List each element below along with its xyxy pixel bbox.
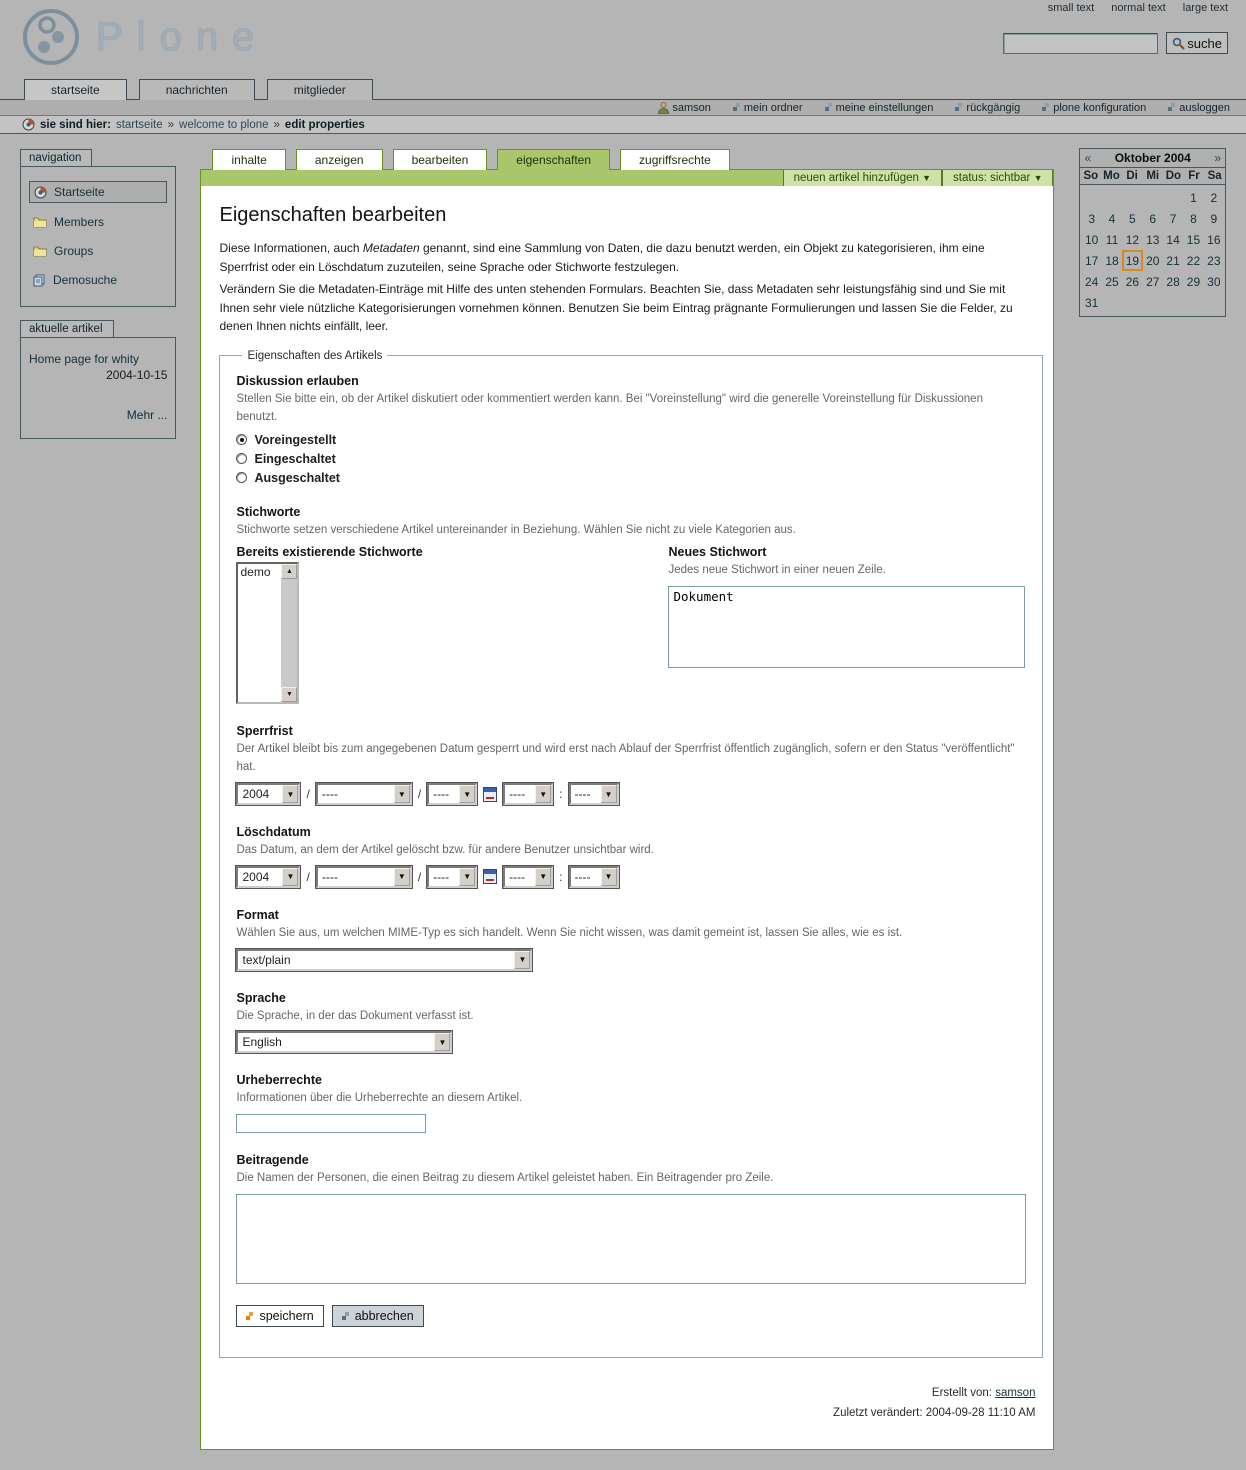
- calendar-day[interactable]: 24: [1084, 274, 1099, 289]
- calendar-day-empty: [1122, 187, 1142, 208]
- effective-year-select[interactable]: [236, 783, 300, 805]
- scroll-down-icon[interactable]: ▼: [281, 687, 297, 702]
- calendar-day[interactable]: 29: [1186, 274, 1201, 289]
- radio-button-icon[interactable]: [236, 472, 247, 483]
- content-tab-zugriffsrechte[interactable]: zugriffsrechte: [620, 149, 730, 170]
- chevron-down-icon[interactable]: ▼: [535, 785, 551, 803]
- add-item-menu[interactable]: [783, 170, 942, 186]
- action-bullet-icon: [1168, 103, 1176, 112]
- site-header: [0, 0, 1246, 78]
- plone-setup-label: plone konfiguration: [1053, 101, 1147, 114]
- calendar-popup-icon[interactable]: [483, 869, 497, 884]
- sidebar-item-startseite[interactable]: [29, 181, 167, 203]
- field-help: Der Artikel bleibt bis zum angegebenen Datum gesperrt und wird erst nach Ablauf der Sperrfrist öffentlich zugänglich, sofern er den Status "veröffentlicht" hat.: [236, 743, 1015, 774]
- effective-month-select[interactable]: [316, 783, 412, 805]
- calendar-day[interactable]: 10: [1084, 232, 1099, 247]
- calendar-popup-icon[interactable]: [483, 787, 497, 802]
- calendar-day[interactable]: 1: [1190, 190, 1197, 205]
- field-label: Sperrfrist: [236, 724, 293, 739]
- action-bullet-icon: [246, 1312, 254, 1321]
- my-folder-link[interactable]: [733, 102, 803, 114]
- effective-hour-select[interactable]: [503, 783, 553, 805]
- created-user-link[interactable]: samson: [995, 1387, 1036, 1400]
- field-discussion: [236, 374, 1026, 485]
- undo-label: rückgängig: [966, 101, 1021, 114]
- calendar-day-empty: [1163, 187, 1183, 208]
- calendar-day-empty: [1143, 292, 1163, 313]
- field-help: Informationen über die Urheberrechte an diesem Artikel.: [236, 1092, 523, 1105]
- calendar-day[interactable]: 18: [1105, 253, 1119, 268]
- calendar-day-empty: [1163, 292, 1183, 313]
- content-tabs: [200, 149, 1054, 170]
- logout-label: ausloggen: [1179, 101, 1230, 114]
- calendar-day[interactable]: 27: [1146, 274, 1160, 289]
- format-select[interactable]: [236, 949, 532, 971]
- field-effective-date: [236, 724, 1026, 805]
- calendar-day[interactable]: 7: [1169, 211, 1177, 226]
- field-format: [236, 908, 1026, 971]
- content-tab-bearbeiten[interactable]: bearbeiten: [393, 149, 488, 170]
- chevron-down-icon[interactable]: ▼: [535, 868, 551, 886]
- radio-ausgeschaltet[interactable]: [236, 471, 1026, 485]
- calendar-day-empty: [1102, 292, 1122, 313]
- news-portlet-header: aktuelle artikel: [20, 320, 114, 338]
- created-label: Erstellt von:: [931, 1387, 992, 1400]
- field-label: Format: [236, 907, 279, 922]
- expiration-year-select[interactable]: [236, 866, 300, 888]
- calendar-prev-button[interactable]: «: [1084, 151, 1092, 165]
- field-label: Stichworte: [236, 504, 301, 519]
- new-keyword-textarea[interactable]: [668, 586, 1025, 668]
- user-link[interactable]: [658, 102, 711, 114]
- my-preferences-label: meine einstellungen: [835, 101, 934, 114]
- my-preferences-link[interactable]: [825, 102, 934, 114]
- select-value: ----: [509, 869, 526, 884]
- chevron-down-icon: ▼: [1033, 173, 1043, 183]
- calendar-day[interactable]: 5: [1129, 211, 1136, 226]
- keyword-option-demo[interactable]: demo: [240, 565, 271, 580]
- existing-keywords-column: [236, 545, 668, 704]
- action-bullet-icon: [733, 103, 741, 112]
- document-byline: [201, 1374, 1053, 1449]
- field-keywords: [236, 505, 1026, 705]
- text-size-switcher: [1034, 2, 1228, 14]
- effective-minute-select[interactable]: [569, 783, 619, 805]
- select-value: English: [242, 1035, 282, 1050]
- chevron-down-icon[interactable]: ▼: [282, 868, 298, 886]
- radio-label: Ausgeschaltet: [254, 470, 340, 485]
- expiration-minute-select[interactable]: [569, 866, 619, 888]
- expiration-date-widget: [236, 866, 1026, 888]
- tab-startseite[interactable]: startseite: [24, 79, 127, 100]
- field-label: Sprache: [236, 990, 286, 1005]
- weekday-label: Do: [1165, 170, 1182, 182]
- navigation-portlet-body: [20, 166, 176, 307]
- calendar-day[interactable]: 20: [1146, 253, 1160, 268]
- navigation-portlet-header: navigation: [20, 149, 92, 167]
- sidebar-item-members[interactable]: [29, 212, 167, 232]
- tab-mitglieder[interactable]: mitglieder: [267, 79, 373, 100]
- calendar-portlet: [1079, 148, 1226, 317]
- weekday-label: Fr: [1188, 170, 1200, 182]
- field-help: Das Datum, an dem der Artikel gelöscht bzw. für andere Benutzer unsichtbar wird.: [236, 844, 654, 857]
- weekday-label: So: [1083, 170, 1099, 182]
- chevron-down-icon: ▼: [922, 173, 932, 183]
- undo-link[interactable]: [955, 102, 1020, 114]
- search-button[interactable]: [1166, 32, 1228, 54]
- field-help: Die Sprache, in der das Dokument verfasst ist.: [236, 1009, 474, 1022]
- weekday-label: Mo: [1103, 170, 1120, 182]
- calendar-next-button[interactable]: »: [1214, 151, 1221, 165]
- new-keyword-column: [668, 545, 1026, 704]
- chevron-down-icon[interactable]: ▼: [601, 785, 617, 803]
- calendar-day[interactable]: 6: [1149, 211, 1157, 226]
- language-select[interactable]: [236, 1031, 452, 1053]
- modified-text: Zuletzt verändert: 2004-09-28 11:10 AM: [833, 1406, 1036, 1419]
- calendar-weekday-row: [1080, 168, 1225, 185]
- calendar-grid: [1080, 185, 1225, 316]
- search-bar: [1003, 32, 1228, 54]
- calendar-day[interactable]: 14: [1166, 232, 1180, 247]
- small-text-link[interactable]: small text: [1047, 2, 1095, 14]
- search-button-label: suche: [1187, 35, 1222, 51]
- folder-icon: [33, 216, 47, 228]
- normal-text-link[interactable]: normal text: [1111, 2, 1166, 14]
- radio-button-icon[interactable]: [236, 434, 247, 445]
- field-rights: [236, 1073, 1026, 1133]
- news-item-link[interactable]: Home page for whity: [29, 352, 140, 366]
- expiration-month-select[interactable]: [316, 866, 412, 888]
- folder-icon: [33, 245, 47, 257]
- save-button-label: speichern: [259, 1309, 314, 1324]
- add-item-menu-label: neuen artikel hinzufügen: [793, 172, 919, 184]
- breadcrumb-separator: »: [167, 118, 175, 131]
- weekday-label: Di: [1126, 170, 1138, 182]
- action-bullet-icon: [955, 103, 963, 112]
- calendar-day-empty: [1183, 292, 1203, 313]
- calendar-month-title: Oktober 2004: [1114, 151, 1191, 165]
- select-value: ----: [574, 869, 591, 884]
- calendar-day[interactable]: 11: [1105, 232, 1119, 247]
- select-value: ----: [321, 787, 338, 802]
- scroll-up-icon[interactable]: ▲: [281, 564, 297, 579]
- right-column: [1079, 148, 1226, 317]
- action-bullet-icon: [825, 103, 833, 112]
- form-buttons: [236, 1305, 1026, 1327]
- calendar-day[interactable]: 28: [1166, 274, 1180, 289]
- calendar-day[interactable]: 12: [1125, 232, 1140, 247]
- time-separator: :: [559, 787, 563, 802]
- date-separator: /: [306, 869, 310, 884]
- content-tab-anzeigen[interactable]: anzeigen: [296, 149, 383, 170]
- news-more-link[interactable]: Mehr ...: [126, 408, 168, 422]
- calendar-day[interactable]: 22: [1186, 253, 1201, 268]
- chevron-down-icon[interactable]: ▼: [459, 785, 475, 803]
- calendar-day[interactable]: 13: [1146, 232, 1160, 247]
- calendar-day[interactable]: 3: [1088, 211, 1095, 226]
- calendar-day[interactable]: 8: [1190, 211, 1197, 226]
- calendar-day[interactable]: 25: [1105, 274, 1119, 289]
- radio-label: Eingeschaltet: [254, 451, 336, 466]
- breadcrumb-link-startseite[interactable]: startseite: [115, 118, 163, 131]
- cancel-button[interactable]: [332, 1305, 424, 1327]
- select-value: ----: [509, 787, 526, 802]
- contributors-textarea[interactable]: [236, 1194, 1026, 1284]
- field-expiration-date: [236, 825, 1026, 888]
- breadcrumb-separator: »: [273, 118, 280, 131]
- content-actions-bar: [201, 170, 1053, 186]
- workflow-state-menu[interactable]: [942, 170, 1053, 186]
- personal-bar: [0, 99, 1246, 116]
- chevron-down-icon[interactable]: ▼: [434, 1033, 450, 1051]
- existing-keywords-label: Bereits existierende Stichworte: [236, 545, 423, 560]
- navigation-portlet: [20, 148, 176, 307]
- content-box: [200, 169, 1054, 1450]
- field-language: [236, 991, 1026, 1054]
- expiration-day-select[interactable]: [427, 866, 477, 888]
- calendar-day[interactable]: 21: [1166, 253, 1180, 268]
- intro-emphasis: Metadaten: [362, 241, 420, 255]
- calendar-day[interactable]: 15: [1186, 232, 1201, 247]
- page-footer-gap: [0, 1460, 1246, 1470]
- expiration-hour-select[interactable]: [503, 866, 553, 888]
- sidebar-item-label: Startseite: [54, 185, 105, 199]
- logout-link[interactable]: [1168, 102, 1230, 114]
- weekday-label: Sa: [1207, 170, 1222, 182]
- left-column: [20, 148, 176, 451]
- date-separator: /: [306, 787, 310, 802]
- content-tab-inhalte[interactable]: inhalte: [212, 149, 285, 170]
- save-button[interactable]: [236, 1305, 323, 1327]
- chevron-down-icon[interactable]: ▼: [394, 868, 410, 886]
- news-item-date: 2004-10-15: [106, 368, 168, 382]
- select-value: 2004: [242, 787, 270, 802]
- page-title: Eigenschaften bearbeiten: [219, 204, 447, 226]
- search-stack-icon: [33, 274, 46, 287]
- calendar-day-empty: [1122, 292, 1142, 313]
- select-value: ----: [321, 869, 338, 884]
- news-portlet: [20, 319, 176, 439]
- field-label: Beitragende: [236, 1153, 309, 1168]
- content-body: [201, 186, 1053, 1374]
- effective-date-widget: [236, 783, 1026, 805]
- chevron-down-icon[interactable]: ▼: [459, 868, 475, 886]
- calendar-day[interactable]: 2: [1210, 190, 1218, 205]
- select-value: text/plain: [242, 952, 291, 967]
- calendar-day[interactable]: 9: [1210, 211, 1218, 226]
- user-name: samson: [672, 101, 711, 114]
- breadcrumb-prefix: sie sind hier:: [40, 118, 111, 131]
- workflow-state-label: status: sichtbar: [953, 172, 1031, 184]
- content-tab-eigenschaften[interactable]: eigenschaften: [497, 149, 610, 170]
- scrollbar-track[interactable]: [281, 579, 297, 687]
- calendar-day[interactable]: 26: [1125, 274, 1140, 289]
- field-help: Stichworte setzen verschiedene Artikel untereinander in Beziehung. Wählen Sie nicht zu viele Kategorien aus.: [236, 523, 796, 536]
- plone-logo-icon: [20, 6, 82, 68]
- field-label: Diskussion erlauben: [236, 373, 359, 388]
- intro-paragraph-2: Verändern Sie die Metadaten-Einträge mit Hilfe des unten stehenden Formulars. Beachten Sie, dass Metadaten sehr leistungsfähig sind und Sie mit Ihnen sehr viele nützliche Kategorisierungen vornehmen können. Benutzen Sie beim Eintrag prägnante Formulierungen und lassen Sie die Felder, zu denen Ihnen nichts einfällt, leer.: [219, 282, 1013, 334]
- global-tabs: [0, 79, 1246, 100]
- existing-keywords-listbox[interactable]: [236, 562, 299, 704]
- sidebar-item-demosuche[interactable]: [29, 270, 167, 290]
- chevron-down-icon[interactable]: ▼: [394, 785, 410, 803]
- radio-button-icon[interactable]: [236, 453, 247, 464]
- field-label: Urheberrechte: [236, 1073, 322, 1088]
- sidebar-item-groups[interactable]: [29, 241, 167, 261]
- site-icon: [34, 186, 47, 199]
- calendar-day[interactable]: 17: [1084, 253, 1099, 268]
- calendar-day-empty: [1102, 187, 1122, 208]
- tab-nachrichten[interactable]: nachrichten: [139, 79, 255, 100]
- action-bullet-icon: [342, 1312, 350, 1321]
- calendar-header: [1080, 149, 1225, 168]
- new-keyword-help: Jedes neue Stichwort in einer neuen Zeile.: [668, 564, 886, 577]
- weekday-label: Mi: [1146, 170, 1160, 182]
- chevron-down-icon[interactable]: ▼: [514, 951, 530, 969]
- calendar-day[interactable]: 19: [1122, 250, 1142, 271]
- select-value: 2004: [242, 869, 270, 884]
- breadcrumb: [0, 116, 1246, 134]
- radio-voreingestellt[interactable]: [236, 433, 1026, 447]
- calendar-day[interactable]: 4: [1108, 211, 1116, 226]
- sidebar-item-label: Demosuche: [53, 273, 118, 287]
- calendar-day[interactable]: 23: [1207, 253, 1221, 268]
- select-value: ----: [433, 869, 450, 884]
- main-column: [200, 148, 1054, 1450]
- field-help: Wählen Sie aus, um welchen MIME-Typ es sich handelt. Wenn Sie nicht wissen, was damit gemeint ist, lassen Sie alles, wie es ist.: [236, 926, 903, 939]
- field-help: Stellen Sie bitte ein, ob der Artikel diskutiert oder kommentiert werden kann. Bei "Voreinstellung" wird die generelle Voreinstellung für Diskussionen benutzt.: [236, 392, 983, 423]
- time-separator: :: [559, 869, 563, 884]
- breadcrumb-icon: [22, 118, 35, 131]
- select-value: ----: [574, 787, 591, 802]
- calendar-day-empty: [1204, 292, 1224, 313]
- calendar-day[interactable]: 16: [1207, 232, 1221, 247]
- intro-text: Diese Informationen, auch: [219, 241, 363, 255]
- properties-fieldset: [219, 350, 1043, 1358]
- breadcrumb-link-welcome[interactable]: welcome to plone: [179, 118, 269, 131]
- field-label: Löschdatum: [236, 825, 311, 840]
- page-columns: [0, 134, 1246, 1460]
- user-icon: [658, 102, 669, 114]
- large-text-link[interactable]: large text: [1182, 2, 1228, 14]
- search-input[interactable]: [1003, 33, 1158, 54]
- plone-setup-link[interactable]: [1042, 102, 1146, 114]
- chevron-down-icon[interactable]: ▼: [282, 785, 298, 803]
- effective-day-select[interactable]: [427, 783, 477, 805]
- listbox-scrollbar[interactable]: [281, 564, 297, 702]
- fieldset-legend: Eigenschaften des Artikels: [247, 349, 383, 362]
- calendar-day[interactable]: 31: [1084, 295, 1099, 310]
- intro-paragraph-1: [219, 239, 1035, 276]
- action-bullet-icon: [1042, 103, 1050, 112]
- radio-label: Voreingestellt: [254, 432, 337, 447]
- rights-input[interactable]: [236, 1114, 426, 1133]
- breadcrumb-current: edit properties: [284, 118, 365, 131]
- plone-logo[interactable]: [20, 6, 268, 68]
- date-separator: /: [417, 869, 422, 884]
- logo-wordmark: Plone: [96, 14, 269, 59]
- field-contributors: [236, 1153, 1026, 1289]
- radio-eingeschaltet[interactable]: [236, 452, 1026, 466]
- calendar-day-empty: [1143, 187, 1163, 208]
- news-portlet-body: [20, 337, 176, 439]
- calendar-day[interactable]: 30: [1207, 274, 1221, 289]
- field-help: Die Namen der Personen, die einen Beitrag zu diesem Artikel geleistet haben. Ein Beitragender pro Zeile.: [236, 1172, 774, 1185]
- calendar-day-empty: [1081, 187, 1101, 208]
- intro-text: genannt, sind eine Sammlung von Daten, die dazu benutzt werden, ein Objekt zu kategorisieren, ihm eine Sperrfrist oder ein Löschdatum zuzuteilen, seine Sprache oder Stichworte festzulegen.: [219, 241, 985, 274]
- select-value: ----: [433, 787, 450, 802]
- date-separator: /: [417, 787, 422, 802]
- search-icon: [1172, 37, 1185, 50]
- new-keyword-label: Neues Stichwort: [668, 545, 767, 560]
- sidebar-item-label: Members: [54, 215, 105, 229]
- sidebar-item-label: Groups: [54, 244, 94, 258]
- cancel-button-label: abbrechen: [354, 1309, 414, 1324]
- chevron-down-icon[interactable]: ▼: [601, 868, 617, 886]
- my-folder-label: mein ordner: [743, 101, 803, 114]
